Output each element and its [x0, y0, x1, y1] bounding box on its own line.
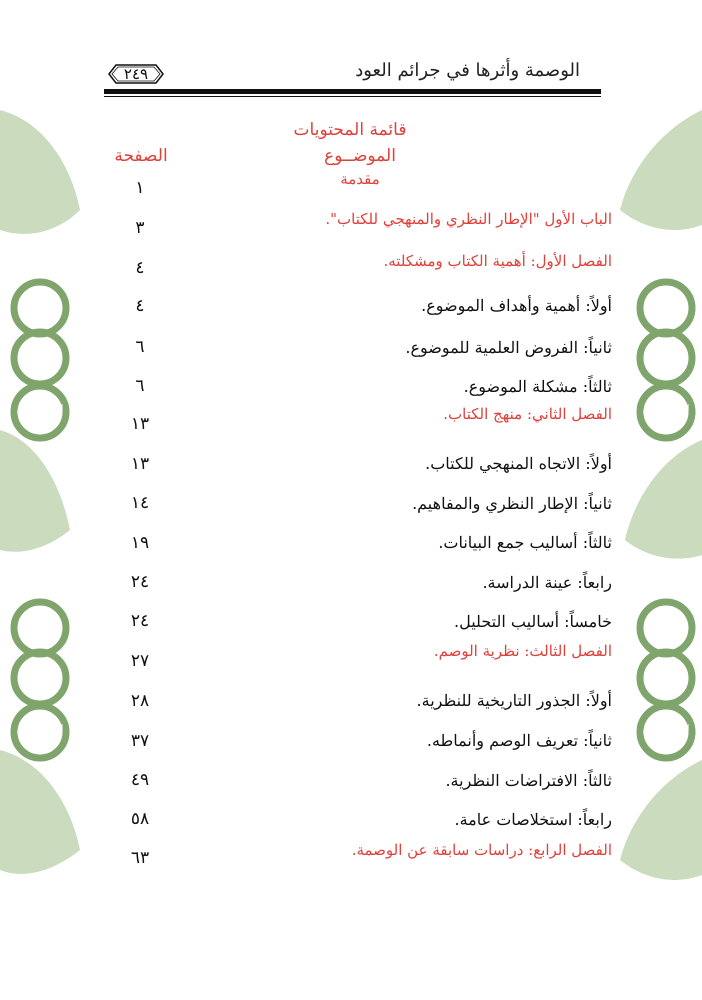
toc-row-text: أولاً: الجذور التاريخية للنظرية. [416, 691, 612, 710]
toc-row-text: ثانياً: تعريف الوصم وأنماطه. [426, 731, 612, 750]
column-header-topic: الموضــوع [324, 146, 396, 166]
toc-row-text: الفصل الثاني: منهج الكتاب. [443, 405, 612, 423]
toc-row-text: رابعاً: عينة الدراسة. [482, 573, 612, 592]
toc-row-text: ثانياً: الفروض العلمية للموضوع. [405, 338, 612, 357]
toc-row-page: ٢٧ [130, 651, 150, 671]
column-header-page: الصفحة [114, 146, 168, 166]
toc-row-text: ثالثاً: الافتراضات النظرية. [445, 771, 612, 790]
page-number-badge [108, 64, 164, 84]
toc-intro-label: مقدمة [340, 170, 380, 188]
decorative-hands-right [610, 100, 702, 950]
toc-row-page: ٢٨ [130, 691, 150, 711]
toc-row-page: ٢٤ [130, 611, 150, 631]
toc-row-text: ثالثاً: مشكلة الموضوع. [463, 377, 612, 396]
ring-label-5: المجتمع [25, 671, 55, 681]
ring-label-r2: المجتمع [651, 351, 681, 361]
page-number: ٢٤٩ [123, 65, 149, 83]
toc-row-text: أولاً: أهمية وأهداف الموضوع. [421, 296, 612, 315]
ring-label-r6: المفرج عنهم [642, 724, 690, 734]
ring-label-r1: الدولة [653, 301, 679, 312]
toc-row-page: ١٤ [130, 493, 150, 513]
toc-row-page: ٦ [135, 376, 145, 396]
toc-row-text: رابعاً: استخلاصات عامة. [454, 810, 612, 829]
ring-label-r4: الدولة [653, 621, 679, 632]
toc-row-page: ٤ [135, 258, 145, 278]
ring-label-r3: المفرج عنهم [642, 404, 690, 414]
toc-row-text: الفصل الأول: أهمية الكتاب ومشكلته. [383, 252, 612, 270]
toc-row-text: الفصل الرابع: دراسات سابقة عن الوصمة. [351, 841, 612, 859]
toc-row-page: ٣٧ [130, 731, 150, 751]
toc-row-page: ٣ [135, 218, 145, 238]
toc-row-page: ٤ [135, 296, 145, 316]
decorative-hands-left [0, 100, 92, 950]
toc-heading: قائمة المحتويات [293, 120, 407, 140]
header-rule-thin [104, 96, 601, 97]
toc-intro-page: ١ [135, 178, 145, 198]
toc-row-text: الباب الأول "الإطار النظري والمنهجي للكتاب". [325, 210, 612, 228]
toc-row-text: أولاً: الاتجاه المنهجي للكتاب. [425, 454, 612, 473]
ring-label-1: الدولة [27, 301, 53, 312]
ring-label-3: المفرج عنهم [16, 404, 64, 414]
toc-row-text: خامساً: أساليب التحليل. [454, 612, 612, 631]
toc-row-page: ٤٩ [130, 770, 150, 790]
ring-label-4: الدولة [27, 621, 53, 632]
ring-label-2: المجتمع [25, 351, 55, 361]
header-rule [104, 89, 601, 94]
toc-row-page: ٦ [135, 337, 145, 357]
toc-row-page: ١٩ [130, 533, 150, 553]
toc-row-text: ثانياً: الإطار النظري والمفاهيم. [412, 494, 612, 513]
toc-row-page: ٢٤ [130, 572, 150, 592]
toc-row-page: ١٣ [130, 454, 150, 474]
toc-row-text: الفصل الثالث: نظرية الوصم. [433, 642, 612, 660]
toc-row-page: ١٣ [130, 414, 150, 434]
toc-row-page: ٦٣ [130, 848, 150, 868]
toc-row-text: ثالثاً: أساليب جمع البيانات. [438, 533, 612, 552]
ring-label-6: المفرج عنهم [16, 724, 64, 734]
ring-label-r5: المجتمع [651, 671, 681, 681]
running-header-title: الوصمة وأثرها في جرائم العود [355, 60, 580, 81]
toc-row-page: ٥٨ [130, 809, 150, 829]
